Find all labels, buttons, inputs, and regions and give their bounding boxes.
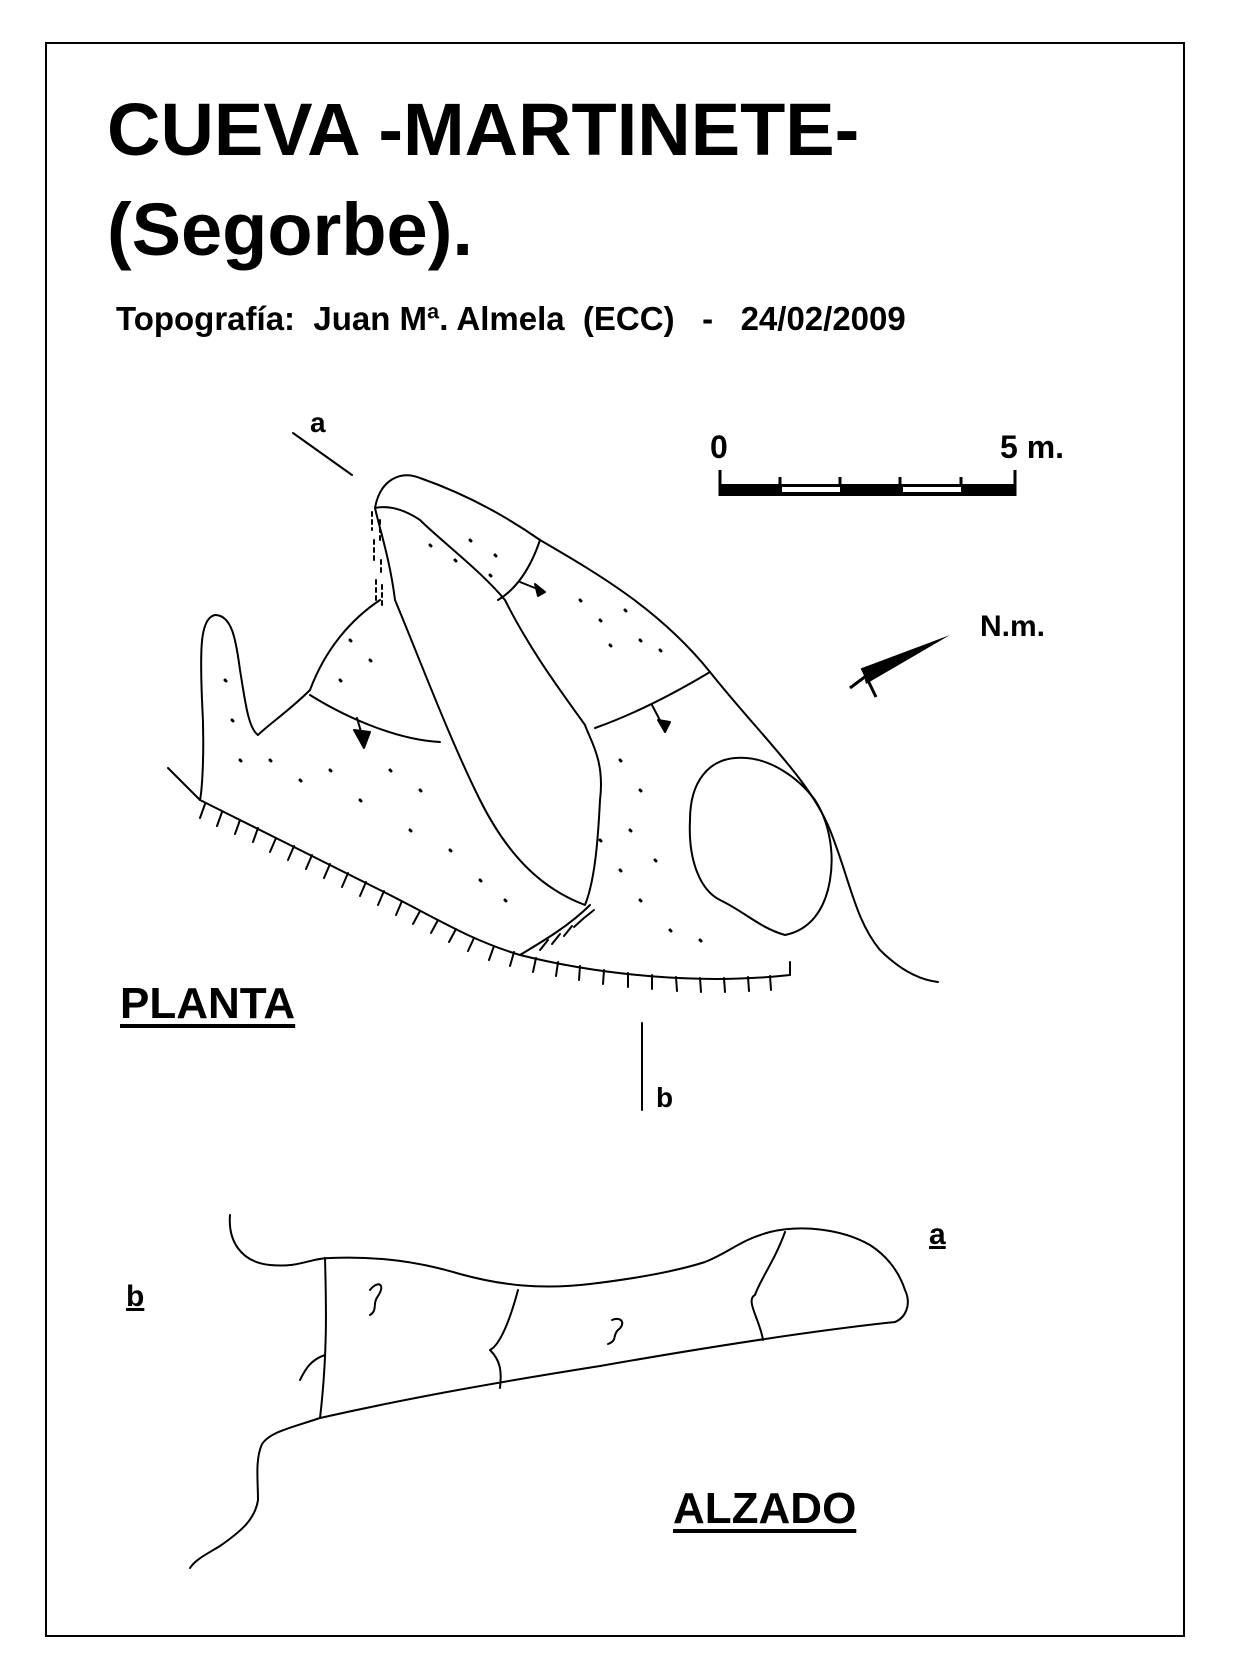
elevation-divider-3: [752, 1232, 785, 1340]
plan-west-step-line: [310, 695, 440, 742]
scale-bar-segment-2: [782, 487, 840, 492]
plan-view-label: PLANTA: [120, 979, 296, 1028]
plan-upper-step-line: [498, 540, 540, 600]
elevation-roof-profile: [230, 1215, 908, 1322]
north-arrow-tail: [850, 676, 866, 688]
elevation-divider-1-branch: [300, 1355, 325, 1380]
survey-credit: Topografía: Juan Mª. Almela (ECC) - 24/02/2009: [116, 300, 906, 337]
plan-outer-wall-east: [375, 475, 938, 982]
elevation-crack-1: [370, 1284, 381, 1315]
plan-pillar-foot: [520, 905, 590, 955]
scale-end-label: 5 m.: [1000, 429, 1065, 465]
plan-floor-stipple: [225, 540, 701, 941]
elevation-divider-1: [320, 1258, 326, 1418]
north-arrow: [850, 610, 1045, 697]
scale-bar-outline: [720, 484, 1016, 496]
scale-start-label: 0: [710, 429, 728, 465]
plan-east-rock-pillar: [690, 758, 832, 935]
elevation-divider-2: [490, 1290, 518, 1388]
plan-view: [168, 407, 938, 1113]
scale-bar: [710, 429, 1064, 496]
title-cave-name: CUEVA -MARTINETE-: [107, 88, 860, 171]
elevation-floor-profile: [190, 1322, 895, 1568]
north-arrow-head-icon: [862, 635, 950, 684]
section-b-label: b: [656, 1082, 674, 1113]
plan-slope-arrow-1-icon: [535, 584, 545, 596]
elevation-end-a-label: a: [929, 1218, 946, 1251]
plan-central-pillar: [375, 507, 601, 905]
title-location: (Segorbe).: [107, 188, 473, 271]
section-a-label: a: [310, 407, 326, 438]
plan-pillar-hachures: [540, 910, 594, 950]
elevation-view: [126, 1215, 946, 1568]
plan-mid-step-line: [595, 672, 710, 728]
section-a-marker: [293, 433, 352, 475]
elevation-end-b-label: b: [126, 1280, 145, 1313]
plan-slope-arrow-2-icon: [658, 720, 670, 732]
plan-slope-arrow-3-icon: [354, 730, 370, 748]
elevation-crack-2: [608, 1319, 622, 1344]
scale-bar-segment-4: [903, 487, 961, 492]
elevation-view-label: ALZADO: [673, 1484, 857, 1533]
north-label: N.m.: [980, 610, 1046, 643]
plan-wall-hachures: [200, 804, 771, 992]
plan-west-branch-wall: [168, 600, 380, 800]
